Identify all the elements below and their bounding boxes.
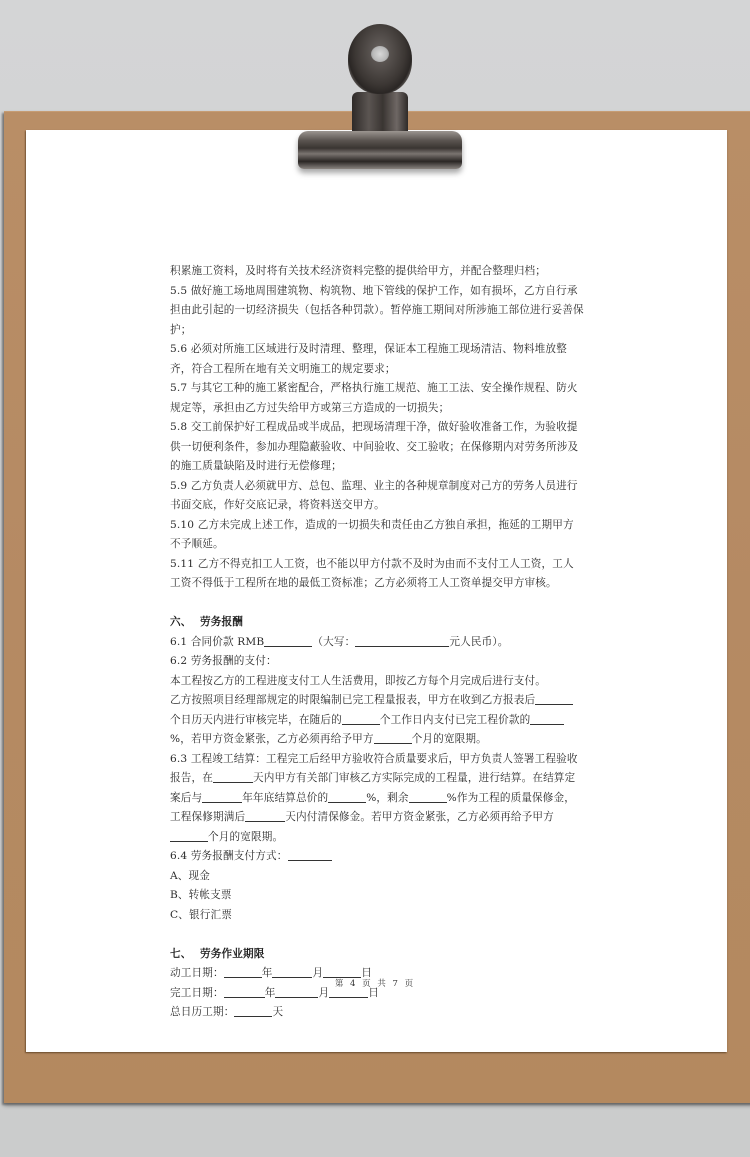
month-label: 月 [312, 967, 324, 979]
clause-text: 个月的宽限期。 [411, 733, 487, 745]
total-duration-label: 总日历工期： [170, 1006, 235, 1018]
clause-5-4-continued: 积累施工资料，及时将有关技术经济资料完整的提供给甲方，并配合整理归档； [170, 265, 547, 277]
day-label: 日 [361, 967, 372, 979]
clause-text: 乙方按照项目经理部规定的时限编制已完工程量报表，甲方在收到乙方报表后 [170, 694, 536, 706]
clause-6-3 [170, 750, 584, 848]
clause-text: 6.3 工程竣工结算：工程完工后经甲方验收符合质量要求后，甲方负责人签署工程验收报告，在 [170, 752, 578, 784]
clause-6-2-title: 6.2 劳务报酬的支付： [170, 655, 277, 667]
clause-text: （大写： [312, 635, 356, 648]
payment-option-c: C、银行汇票 [170, 908, 232, 921]
review-days-blank[interactable] [535, 692, 573, 705]
clause-5-9: 5.9 乙方负责人必须就甲方、总包、监理、业主的各种规章制度对己方的劳务人员进行书面交底，作好交底记录，将资料送交甲方。 [170, 479, 578, 511]
page-footer: 第 4 页 共 7 页 [334, 979, 416, 989]
end-date-label: 完工日期： [170, 986, 224, 999]
warranty-grace-months-blank[interactable] [170, 829, 208, 842]
clause-text: 个月的宽限期。 [208, 830, 284, 843]
spacer [170, 925, 584, 945]
clause-text: 6.1 合同价款 RMB [170, 635, 265, 648]
clause-text: 6.4 劳务报酬支付方式： [170, 850, 288, 862]
section-title: 劳务作业期限 [200, 947, 265, 960]
month-label: 月 [318, 986, 330, 999]
section-title: 劳务报酬 [200, 616, 243, 628]
clause-5-8: 5.8 交工前保护好工程成品或半成品，把现场清理干净，做好验收准备工作，为验收提供一切便利条件，参加办理隐蔽验收、中间验收、交工验收；在保修期内对劳务所涉及的施工质量缺陷及时进行无偿修理； [170, 421, 579, 472]
section-6-heading [170, 613, 584, 633]
clause-text: 天内甲方有关部门审核乙方实际完成的工程量，进行结算。在结算定案后与 [170, 772, 576, 804]
retention-percent-blank[interactable] [409, 790, 447, 803]
start-date-label: 动工日期： [170, 967, 224, 979]
clause-text: 个日历天内进行审核完毕，在随后的 [170, 713, 342, 726]
clause-6-4 [170, 847, 584, 867]
warranty-days-blank[interactable] [245, 809, 285, 822]
clause-text: %，剩余 [366, 791, 409, 804]
year-label: 年 [264, 986, 276, 999]
settlement-percent-blank[interactable] [328, 790, 366, 803]
clip-bar [298, 131, 462, 169]
section-7-heading [170, 945, 584, 965]
section-number: 六、 [170, 616, 192, 628]
price-in-words-blank[interactable] [355, 634, 449, 647]
section-number: 七、 [170, 947, 192, 960]
clause-text: 个工作日内支付已完工程价款的 [379, 713, 531, 726]
grace-months-blank[interactable] [374, 731, 412, 744]
clause-6-2-para2 [170, 691, 584, 750]
clause-5-11: 5.11 乙方不得克扣工人工资，也不能以甲方付款不及时为由而不支付工人工资，工人工资不得低于工程所在地的最低工资标准；乙方必须将工人工资单提交甲方审核。 [170, 557, 574, 589]
payment-workdays-blank[interactable] [342, 712, 380, 725]
payment-percent-blank[interactable] [530, 712, 564, 725]
contract-price-blank[interactable] [264, 634, 312, 647]
binder-clip-icon [296, 24, 464, 170]
payment-option-a: A、现金 [170, 869, 211, 882]
clause-5-7: 5.7 与其它工种的施工紧密配合，严格执行施工规范、施工工法、安全操作规程、防火规定等，承担由乙方过失给甲方或第三方造成的一切损失； [170, 382, 578, 414]
clause-text: %，若甲方资金紧张，乙方必须再给予甲方 [170, 733, 374, 745]
day-label: 日 [368, 986, 379, 999]
clause-6-2-line1: 本工程按乙方的工程进度支付工人生活费用，即按乙方每个月完成后进行支付。 [170, 674, 547, 687]
clause-5-10: 5.10 乙方未完成上述工作，造成的一切损失和责任由乙方独自承担，拖延的工期甲方不予顺延。 [170, 518, 574, 550]
clause-5-5: 5.5 做好施工场地周围建筑物、构筑物、地下管线的保护工作，如有损坏，乙方自行承担由此引起的一切经济损失（包括各种罚款）。暂停施工期间对所涉施工部位进行妥善保护； [170, 284, 584, 336]
clause-5-6: 5.6 必须对所施工区域进行及时清理、整理，保证本工程施工现场清洁、物料堆放整齐，符合工程所在地有关文明施工的规定要求； [170, 343, 567, 375]
days-unit-label: 天 [272, 1006, 284, 1018]
payment-option-b: B、转帐支票 [170, 889, 232, 901]
year-label: 年 [261, 967, 273, 979]
clip-ring [348, 24, 412, 94]
payment-method-blank[interactable] [288, 848, 332, 861]
settlement-year-blank[interactable] [202, 790, 242, 803]
clause-text: 天内付清保修金。若甲方资金紧张，乙方必须再给予甲方 [285, 811, 554, 823]
total-days-blank[interactable] [234, 1004, 272, 1017]
clip-hole [371, 46, 389, 62]
clause-6-1 [170, 633, 584, 653]
spacer [170, 594, 584, 614]
clause-text: %作为工程的质量保修金，工程保修期满后 [170, 791, 576, 823]
clause-text: 年年底结算总价的 [242, 791, 329, 804]
settlement-days-blank[interactable] [213, 770, 253, 783]
document-body [170, 262, 584, 1023]
clause-text: 元人民币）。 [449, 635, 509, 648]
total-duration-line [170, 1003, 584, 1023]
